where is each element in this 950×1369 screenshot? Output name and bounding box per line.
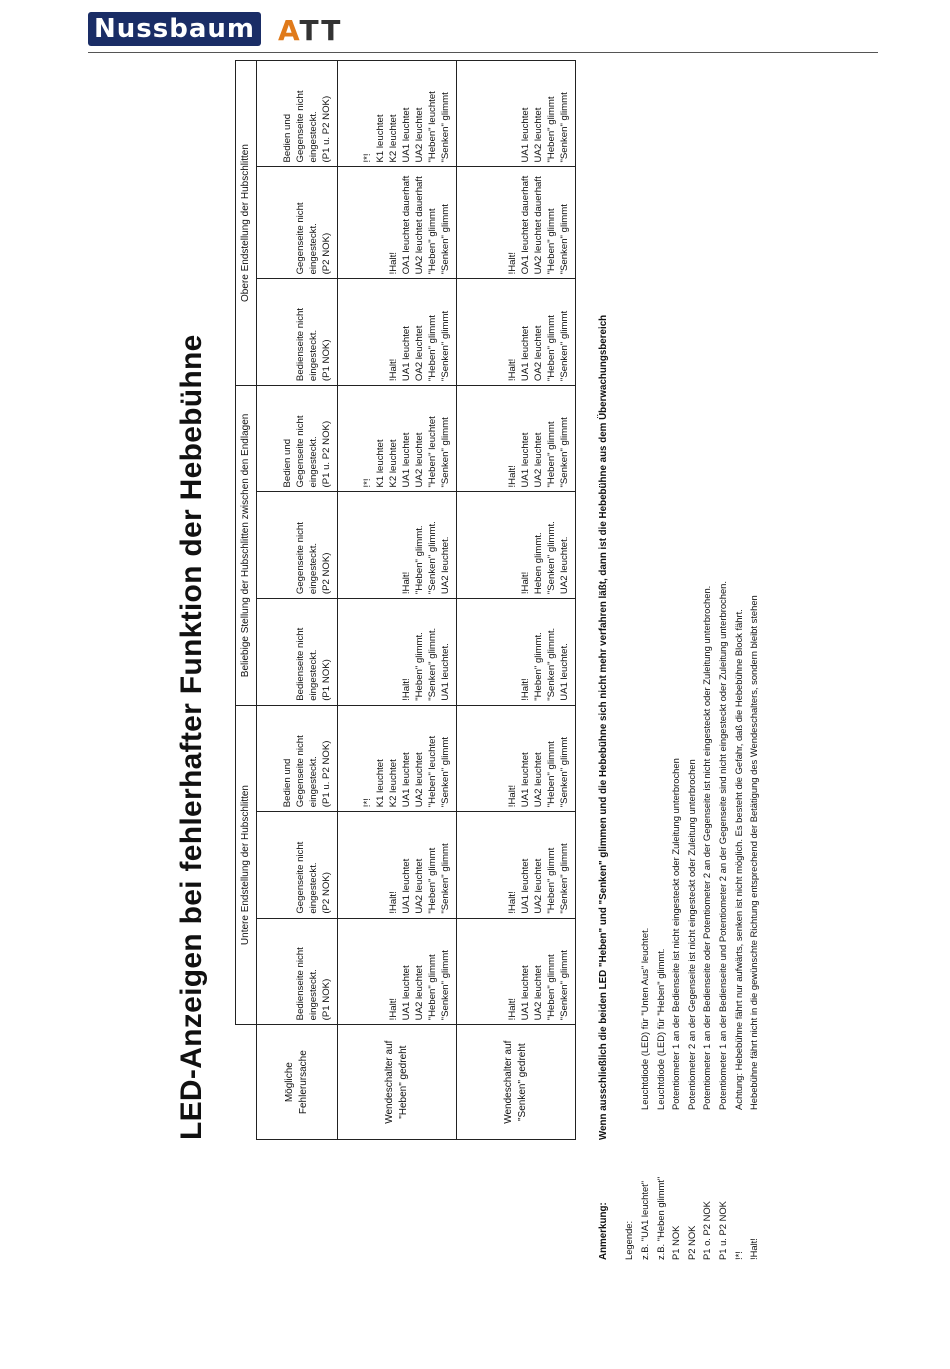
legend-desc: Potentiometer 1 an der Bedienseite und Potentiometer 2 an der Gegenseite sind nicht eingesteckt oder Zuleitung unterbrochen. <box>717 581 728 1110</box>
cell-line: "Senken" glimmt <box>558 204 570 275</box>
cause-line: eingesteckt. <box>307 542 319 595</box>
cause-line: eingesteckt. <box>307 969 319 1021</box>
cell-line: !Halt! <box>506 997 518 1021</box>
cell-line: "Senken" glimmt <box>558 92 570 163</box>
cause-cell <box>256 812 337 918</box>
legend-item <box>701 586 712 1260</box>
legend-item <box>639 928 650 1260</box>
legend-desc: Hebebühne fährt nicht in die gewünschte Richtung entsprechend der Betätigung des Wendeschalters, sondern bleibt stehen <box>748 595 760 1110</box>
cell-line: !Halt! <box>506 891 518 914</box>
cause-line: Bedienseite nicht <box>294 947 306 1021</box>
cell-line: "Heben" glimmt <box>426 847 438 914</box>
cell-line: UA2 leuchtet <box>532 858 544 914</box>
cell-line: UA1 leuchtet. <box>439 643 451 701</box>
cause-line: (P1 NOK) <box>320 659 332 701</box>
cause-line: (P2 NOK) <box>320 552 332 595</box>
cell-line: "Senken" glimmt. <box>545 627 557 701</box>
note-text-bold: Wenn ausschließlich die beiden LED "Heben" und "Senken" glimmen und die Hebebühne sich nicht mehr verfahren läßt, dann ist die Hebebühne aus dem Überwachungsbereich <box>598 314 609 1140</box>
row-label-line: Wendeschalter auf <box>503 1040 514 1124</box>
legend-item <box>748 595 759 1260</box>
table-cell <box>337 599 456 706</box>
cause-line: Bedienseite nicht <box>294 627 306 701</box>
table-cell <box>456 61 575 168</box>
legend-desc: Leuchtdiode (LED) für "Heben" glimmt. <box>654 948 666 1110</box>
table-cell <box>337 492 456 599</box>
cause-line: Gegenseite nicht <box>294 415 306 488</box>
group-header-row <box>236 61 257 1140</box>
cell-line: UA1 leuchtet. <box>558 643 570 701</box>
cell-line: OA1 leuchtet dauerhaft <box>519 175 531 275</box>
rotated-content <box>175 60 795 1290</box>
cause-cell <box>256 705 337 811</box>
cell-line: UA1 leuchtet <box>400 432 412 488</box>
cell-line: K1 leuchtet <box>374 439 386 488</box>
cell-line: UA1 leuchtet <box>519 752 531 808</box>
cause-line: Gegenseite nicht <box>294 522 306 595</box>
cause-cell <box>256 386 337 492</box>
att-logo-rest: TT <box>299 14 343 47</box>
table-cell <box>456 492 575 599</box>
table-cell <box>337 705 456 811</box>
cell-line: "Senken" glimmt <box>439 736 451 808</box>
header-rule <box>88 52 878 53</box>
cause-line: eingesteckt. <box>307 111 319 163</box>
note-text <box>598 315 609 1140</box>
cell-line: "Senken" glimmt. <box>426 627 438 701</box>
cell-line: UA2 leuchtet <box>413 107 425 163</box>
legend-desc: Potentiometer 2 an der Gegenseite ist nicht eingesteckt oder Zuleitung unterbrochen <box>685 759 697 1110</box>
cause-line: (P1 u. P2 NOK) <box>320 420 332 488</box>
cell-line: UA1 leuchtet <box>400 965 412 1021</box>
cell-line: UA1 leuchtet <box>519 326 531 382</box>
cell-line: "Heben" glimmt <box>545 208 557 275</box>
cell-line: "Heben" glimmt <box>426 954 438 1021</box>
row-label <box>456 1025 575 1140</box>
cell-line: !Halt! <box>506 252 518 275</box>
cell-line: UA2 leuchtet. <box>558 536 570 595</box>
legend-desc: Potentiometer 1 an der Bedienseite ist nicht eingesteckt oder Zuleitung unterbrochen <box>670 758 682 1110</box>
data-rows <box>337 61 575 1140</box>
table-row <box>337 61 456 1140</box>
cell-line: UA2 leuchtet <box>413 965 425 1021</box>
cause-cell <box>256 492 337 599</box>
cell-line: !*! <box>361 798 373 808</box>
legend-item <box>686 759 697 1260</box>
table-blank-corner <box>236 1025 257 1140</box>
corner-text <box>283 1029 310 1135</box>
group-header-between: Beliebige Stellung der Hubschlitten zwischen den Endlagen <box>236 386 257 706</box>
cause-line: (P2 NOK) <box>320 232 332 275</box>
cell-line: "Senken" glimmt <box>439 92 451 163</box>
cell-line: !Halt! <box>400 571 412 595</box>
cell-line: "Senken" glimmt <box>439 843 451 914</box>
cell-line: UA1 leuchtet <box>519 965 531 1021</box>
cause-line: (P1 u. P2 NOK) <box>320 740 332 808</box>
legend-term: P1 NOK <box>670 1225 682 1260</box>
cell-line: K1 leuchtet <box>374 114 386 163</box>
cause-cell <box>256 279 337 386</box>
cause-line: eingesteckt. <box>307 223 319 275</box>
cell-line: UA1 leuchtet <box>519 107 531 163</box>
cell-line: UA2 leuchtet <box>532 107 544 163</box>
legend-item <box>670 758 681 1260</box>
cell-line: "Heben" leuchtet <box>426 91 438 163</box>
row-label-line: "Senken" gedreht <box>516 1043 528 1122</box>
cell-line: UA2 leuchtet <box>413 432 425 488</box>
cell-line: !*! <box>361 153 373 163</box>
table-cell <box>456 812 575 918</box>
cell-line: "Senken" glimmt <box>439 204 451 275</box>
cell-line: Heben glimmt. <box>532 532 544 595</box>
cell-line: !*! <box>361 478 373 488</box>
cell-line: "Heben" glimmt. <box>532 632 544 701</box>
cell-line: !Halt! <box>387 891 399 914</box>
page-title: LED-Anzeigen bei fehlerhafter Funktion der Hebebühne <box>175 334 208 1140</box>
cell-line: K1 leuchtet <box>374 759 386 808</box>
cell-line: UA1 leuchtet <box>519 858 531 914</box>
cell-line: UA2 leuchtet <box>413 752 425 808</box>
legend-term: !Halt! <box>748 1238 760 1260</box>
cell-line: UA1 leuchtet <box>400 858 412 914</box>
table-cell <box>456 599 575 706</box>
cause-line: eingesteckt. <box>307 862 319 914</box>
cell-line: OA2 leuchtet <box>532 325 544 382</box>
cell-line: UA2 leuchtet dauerhaft <box>413 176 425 275</box>
cell-line: "Heben" glimmt <box>426 208 438 275</box>
att-logo <box>278 14 342 47</box>
led-table <box>235 60 576 1140</box>
cell-line: OA2 leuchtet <box>413 325 425 382</box>
cell-line: "Heben" leuchtet <box>426 416 438 488</box>
legend-term: !*! <box>732 1251 744 1260</box>
cell-line: "Senken" glimmt <box>558 843 570 914</box>
cell-line: "Senken" glimmt <box>439 310 451 382</box>
cell-line: "Heben" glimmt <box>426 315 438 382</box>
legend-item <box>717 581 728 1260</box>
row-label-line: Wendeschalter auf <box>384 1040 395 1124</box>
table-cell <box>337 386 456 492</box>
group-header-lower: Untere Endstellung der Hubschlitten <box>236 705 257 1025</box>
cell-line: !Halt! <box>400 678 412 701</box>
note-label: Anmerkung: <box>598 1202 609 1260</box>
cell-line: "Senken" glimmt <box>558 736 570 808</box>
cell-line: UA1 leuchtet <box>400 107 412 163</box>
corner-line: Mögliche <box>284 1062 295 1103</box>
cause-cell <box>256 599 337 706</box>
cause-cell <box>256 61 337 168</box>
cause-line: Bedienseite nicht <box>294 307 306 382</box>
legend-term: P1 u. P2 NOK <box>717 1201 728 1260</box>
cell-line: !Halt! <box>506 358 518 382</box>
cell-line: OA1 leuchtet dauerhaft <box>400 175 412 275</box>
cell-line: !Halt! <box>506 465 518 488</box>
cell-line: K2 leuchtet <box>387 114 399 163</box>
table-row <box>456 61 575 1140</box>
cause-line: Gegenseite nicht <box>294 735 306 808</box>
cell-line: UA1 leuchtet <box>519 432 531 488</box>
legend-desc: Achtung: Hebebühne fährt nur aufwärts, senken ist nicht möglich. Es besteht die Gefahr, daß die Hebebühne Block fährt. <box>732 609 744 1110</box>
cell-line: "Heben" glimmt <box>545 315 557 382</box>
cause-line: (P1 NOK) <box>320 339 332 382</box>
cell-line: "Senken" glimmt <box>558 417 570 488</box>
cell-line: K2 leuchtet <box>387 759 399 808</box>
cell-line: "Heben" glimmt <box>545 96 557 163</box>
legend-desc: Leuchtdiode (LED) für "Unten Aus" leuchtet. <box>639 927 650 1110</box>
cause-line: Gegenseite nicht <box>294 90 306 163</box>
table-cell <box>337 167 456 279</box>
cause-line: Bedien und <box>281 758 293 808</box>
cell-line: !Halt! <box>387 358 399 382</box>
cell-line: !Halt! <box>506 784 518 808</box>
row-label-line: "Heben" gedreht <box>397 1045 409 1119</box>
corner-line: Fehlerursache <box>297 1050 309 1115</box>
table-cell <box>337 61 456 168</box>
cell-line: K2 leuchtet <box>387 439 399 488</box>
cell-line: "Heben" leuchtet <box>426 735 438 808</box>
cell-line: "Senken" glimmt <box>558 950 570 1021</box>
cell-line: UA2 leuchtet <box>532 965 544 1021</box>
legend-item <box>733 609 744 1260</box>
cell-line: "Heben" glimmt <box>545 741 557 808</box>
legend-title: Legende: <box>623 1220 634 1260</box>
table-cell <box>337 279 456 386</box>
cell-line: UA2 leuchtet <box>532 752 544 808</box>
cause-row <box>256 61 337 1140</box>
cell-line: "Senken" glimmt <box>439 950 451 1021</box>
cell-line: UA1 leuchtet <box>400 752 412 808</box>
legend-desc: Potentiometer 1 an der Bedienseite oder Potentiometer 2 an der Gegenseite ist nicht eingesteckt oder Zuleitung unterbrochen. <box>701 585 713 1110</box>
cell-line: UA2 leuchtet. <box>439 536 451 595</box>
cause-line: Gegenseite nicht <box>294 841 306 914</box>
table-cell <box>456 167 575 279</box>
corner-label <box>256 1025 337 1140</box>
cause-line: eingesteckt. <box>307 329 319 382</box>
cell-line: "Heben" glimmt. <box>413 525 425 595</box>
legend-term: z.B. "UA1 leuchtet" <box>639 1180 650 1260</box>
table-cell <box>456 386 575 492</box>
group-header-upper: Obere Endstellung der Hubschlitten <box>236 61 257 386</box>
row-label <box>337 1025 456 1140</box>
table-cell <box>337 918 456 1025</box>
cause-line: (P1 NOK) <box>320 978 332 1021</box>
cause-line: eingesteckt. <box>307 436 319 488</box>
cell-line: UA2 leuchtet dauerhaft <box>532 176 544 275</box>
cause-line: Bedien und <box>281 113 293 163</box>
table-cell <box>456 705 575 811</box>
nussbaum-logo: Nussbaum <box>88 12 261 46</box>
cell-line: "Senken" glimmt <box>558 310 570 382</box>
cause-line: (P1 u. P2 NOK) <box>320 95 332 163</box>
cause-line: eingesteckt. <box>307 756 319 808</box>
legend-item <box>655 949 666 1260</box>
cell-line: "Senken" glimmt <box>439 417 451 488</box>
cell-line: "Heben" glimmt. <box>413 632 425 701</box>
cell-line: "Senken" glimmt. <box>426 521 438 595</box>
att-logo-accent: A <box>278 14 300 47</box>
cell-line: UA2 leuchtet <box>532 432 544 488</box>
cell-line: !Halt! <box>519 678 531 701</box>
cell-line: !Halt! <box>519 571 531 595</box>
legend-term: P2 NOK <box>685 1225 697 1260</box>
cause-line: eingesteckt. <box>307 649 319 701</box>
cause-line: (P2 NOK) <box>320 872 332 914</box>
cause-cell <box>256 167 337 279</box>
table-cell <box>456 279 575 386</box>
cell-line: !Halt! <box>387 997 399 1021</box>
cause-line: Gegenseite nicht <box>294 202 306 275</box>
cell-line: "Heben" glimmt <box>545 954 557 1021</box>
cell-line: "Senken" glimmt. <box>545 521 557 595</box>
table-cell <box>337 812 456 918</box>
cell-line: UA2 leuchtet <box>413 858 425 914</box>
cell-line: "Heben" glimmt <box>545 421 557 488</box>
legend-term: z.B. "Heben glimmt" <box>654 1176 666 1260</box>
page-header <box>88 12 878 52</box>
cell-line: UA1 leuchtet <box>400 326 412 382</box>
cell-line: !Halt! <box>387 252 399 275</box>
legend-term: P1 o. P2 NOK <box>701 1201 713 1260</box>
cause-cell <box>256 918 337 1025</box>
cell-line: "Heben" glimmt <box>545 847 557 914</box>
cause-line: Bedien und <box>281 438 293 488</box>
table-cell <box>456 918 575 1025</box>
